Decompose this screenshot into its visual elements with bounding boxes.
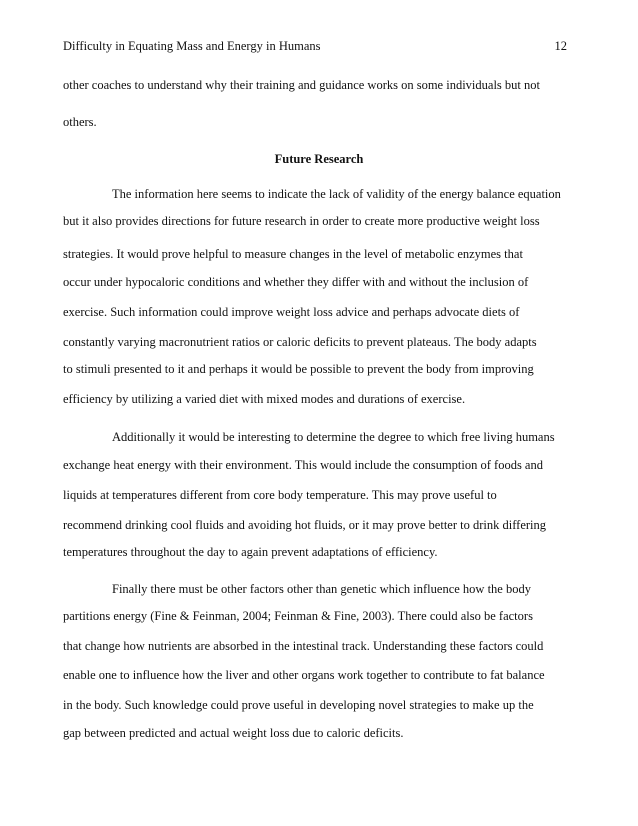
- paragraph-first-line: Additionally it would be interesting to determine the degree to which free living humans: [112, 430, 555, 444]
- body-line: others.: [63, 115, 97, 129]
- body-line: enable one to influence how the liver and other organs work together to contribute to fat balance: [63, 668, 545, 682]
- body-line: exchange heat energy with their environment. This would include the consumption of foods and: [63, 458, 543, 472]
- body-line: constantly varying macronutrient ratios or caloric deficits to prevent plateaus. The body adapts: [63, 335, 537, 349]
- body-line: partitions energy (Fine & Feinman, 2004; Feinman & Fine, 2003). There could also be factors: [63, 609, 533, 623]
- body-line: occur under hypocaloric conditions and whether they differ with and without the inclusion of: [63, 275, 529, 289]
- body-line: temperatures throughout the day to again prevent adaptations of efficiency.: [63, 545, 438, 559]
- paragraph-first-line: Finally there must be other factors other than genetic which influence how the body: [112, 582, 531, 596]
- body-line: strategies. It would prove helpful to measure changes in the level of metabolic enzymes that: [63, 247, 523, 261]
- running-head-title: Difficulty in Equating Mass and Energy in Humans: [63, 39, 321, 53]
- body-line: gap between predicted and actual weight loss due to caloric deficits.: [63, 726, 404, 740]
- body-line: liquids at temperatures different from core body temperature. This may prove useful to: [63, 488, 497, 502]
- body-line: to stimuli presented to it and perhaps it would be possible to prevent the body from improving: [63, 362, 534, 376]
- section-heading: Future Research: [274, 152, 364, 166]
- body-line: but it also provides directions for future research in order to create more productive weight loss: [63, 214, 540, 228]
- body-line: efficiency by utilizing a varied diet with mixed modes and durations of exercise.: [63, 392, 466, 406]
- body-line: recommend drinking cool fluids and avoiding hot fluids, or it may prove better to drink differing: [63, 518, 547, 532]
- paragraph-first-line: The information here seems to indicate the lack of validity of the energy balance equation: [112, 187, 561, 201]
- body-line: other coaches to understand why their training and guidance works on some individuals but not: [63, 78, 540, 92]
- page-number: 12: [554, 39, 567, 53]
- body-line: that change how nutrients are absorbed in the intestinal track. Understanding these factors could: [63, 639, 544, 653]
- body-line: in the body. Such knowledge could prove useful in developing novel strategies to make up the: [63, 698, 534, 712]
- body-line: exercise. Such information could improve weight loss advice and perhaps advocate diets of: [63, 305, 520, 319]
